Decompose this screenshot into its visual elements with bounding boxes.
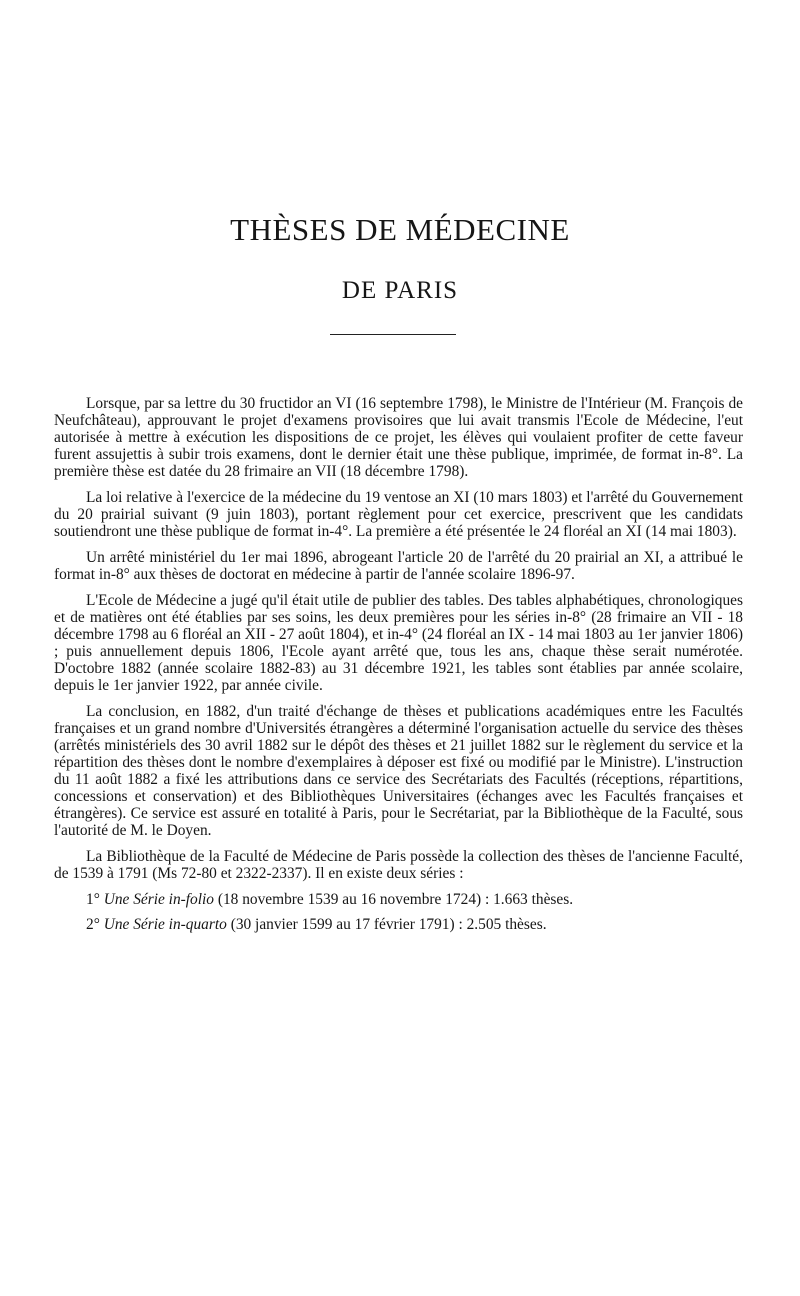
series-item — [54, 916, 743, 933]
paragraph: Lorsque, par sa lettre du 30 fructidor an VI (16 septembre 1798), le Ministre de l'Intérieur (M. François de Neufchâteau), approuvant le projet d'examens provisoires que lui avait transmis l'Ecole de Médecine, l'eut autorisée à mettre à exécution les dispositions de ce projet, les élèves qui voulaient profiter de cette faveur furent assujettis à subir trois examens, dont le dernier était une thèse publique, imprimée, de format in-8°. La première thèse est datée du 28 frimaire an VII (18 décembre 1798). — [54, 395, 743, 480]
series-title: Une Série in-folio — [103, 891, 214, 908]
paragraph: La conclusion, en 1882, d'un traité d'échange de thèses et publications académiques entre les Facultés françaises et un grand nombre d'Universités étrangères a déterminé l'organisation actuelle du service des thèses (arrêtés ministériels des 30 avril 1882 sur le dépôt des thèses et 21 juillet 1882 sur le règlement du service et la répartition des thèses dont le nombre d'exemplaires à déposer est fixé ou modifié par le Ministre). L'instruction du 11 août 1882 a fixé les attributions dans ce service des Secrétariats des Facultés (réceptions, répartitions, concessions et conservation) et des Bibliothèques Universitaires (échanges avec les Facultés françaises et étrangères). Ce service est assuré en totalité à Paris, pour le Secrétariat, par la Bibliothèque de la Faculté, sous l'autorité de M. le Doyen. — [54, 703, 743, 839]
series-list — [54, 891, 743, 933]
paragraph: La loi relative à l'exercice de la médecine du 19 ventose an XI (10 mars 1803) et l'arrêté du Gouvernement du 20 prairial suivant (9 juin 1803), portant règlement pour cet exercice, prescrivent que les candidats soutiendront une thèse publique de format in-4°. La première a été présentée le 24 floréal an XI (14 mai 1803). — [54, 489, 743, 540]
title-divider — [330, 334, 456, 335]
series-detail: (30 janvier 1599 au 17 février 1791) : 2.505 thèses. — [230, 916, 547, 933]
body-text — [54, 395, 743, 941]
page-subtitle: DE PARIS — [341, 277, 459, 304]
series-number: 1° — [86, 891, 100, 908]
paragraph: L'Ecole de Médecine a jugé qu'il était utile de publier des tables. Des tables alphabétiques, chronologiques et de matières ont été établies par ses soins, les deux premières pour les séries in-8° (28 frimaire an VII - 18 décembre 1798 au 6 floréal an XII - 27 août 1804), et in-4° (24 floréal an IX - 14 mai 1803 au 1er janvier 1806) ; puis annuellement depuis 1806, l'Ecole ayant arrêté que, tous les ans, chaque thèse serait numérotée. D'octobre 1882 (année scolaire 1882-83) au 31 décembre 1921, les tables sont établies par année scolaire, depuis le 1er janvier 1922, par année civile. — [54, 592, 743, 694]
page-title: THÈSES DE MÉDECINE — [230, 212, 570, 247]
series-detail: (18 novembre 1539 au 16 novembre 1724) : 1.663 thèses. — [217, 891, 574, 908]
series-number: 2° — [86, 916, 100, 933]
series-item — [54, 891, 743, 908]
paragraph: La Bibliothèque de la Faculté de Médecine de Paris possède la collection des thèses de l'ancienne Faculté, de 1539 à 1791 (Ms 72-80 et 2322-2337). Il en existe deux séries : — [54, 848, 743, 882]
paragraph: Un arrêté ministériel du 1er mai 1896, abrogeant l'article 20 de l'arrêté du 20 prairial an XI, a attribué le format in-8° aux thèses de doctorat en médecine à partir de l'année scolaire 1896-97. — [54, 549, 743, 583]
series-title: Une Série in-quarto — [103, 916, 227, 933]
